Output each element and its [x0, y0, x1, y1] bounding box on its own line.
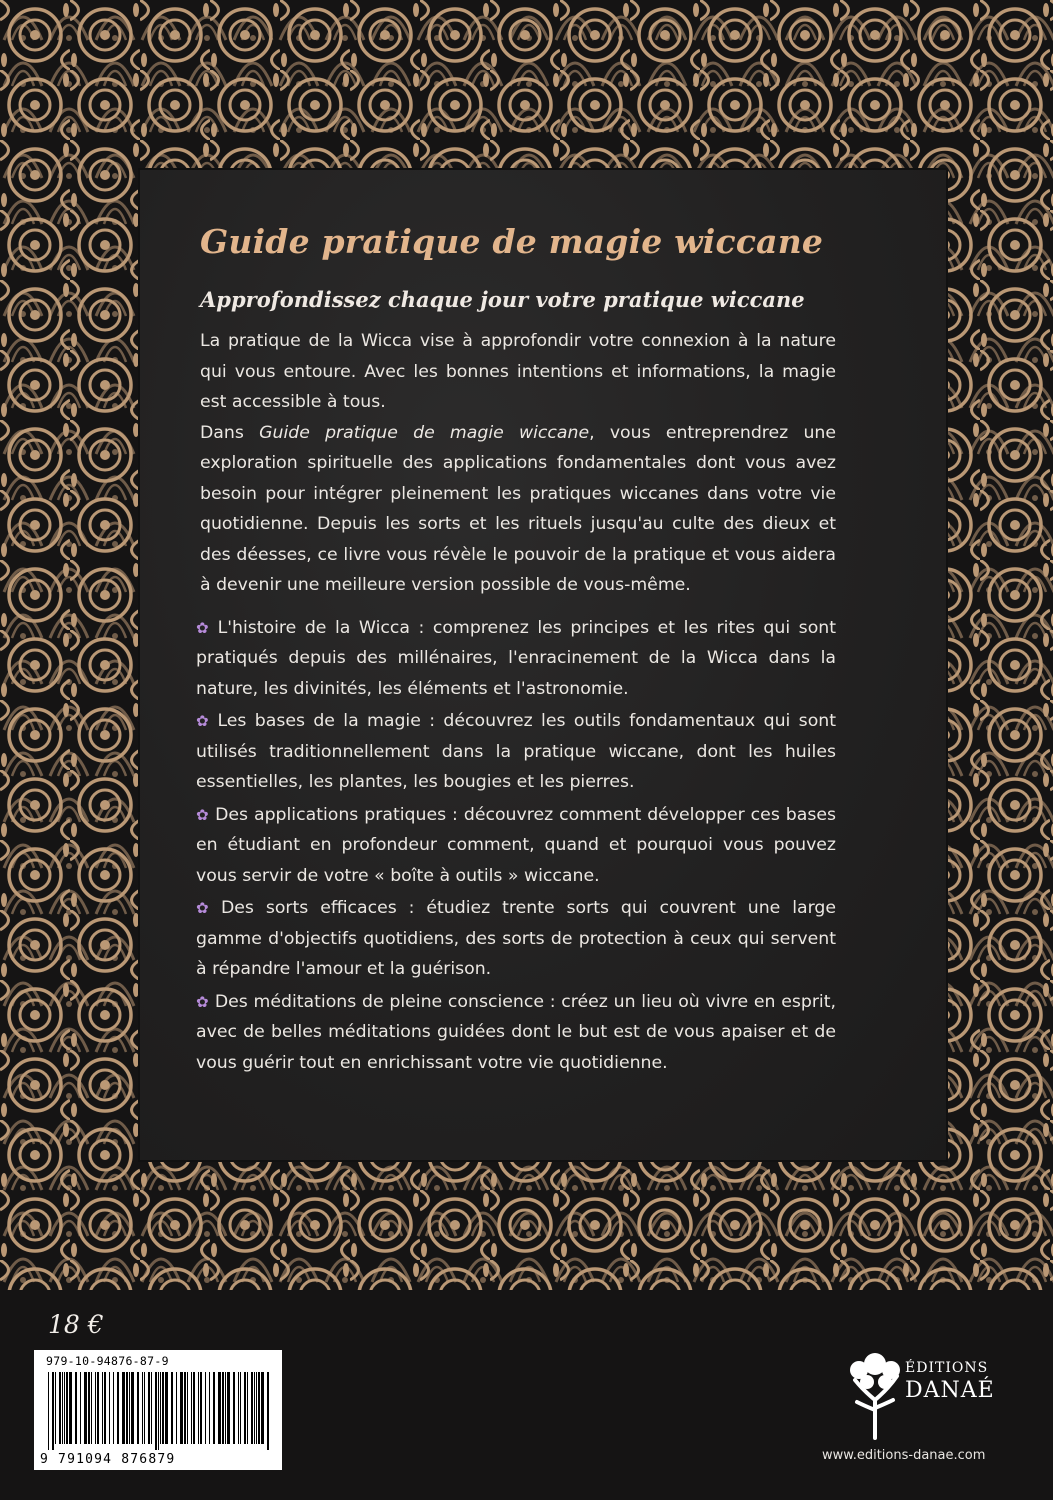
flower-icon: ✿ — [196, 899, 215, 917]
publisher-name — [905, 1360, 995, 1403]
list-item-text: L'histoire de la Wicca : comprenez les principes et les rites qui sont pratiqués depuis des millénaires, l'enracinement de la Wicca dans la nature, les divinités, les éléments et l'astronomie. — [196, 617, 836, 699]
isbn-text: 979-10-94876-87-9 — [46, 1354, 169, 1368]
publisher-website: www.editions-danae.com — [822, 1448, 986, 1463]
intro2-book-title: Guide pratique de magie wiccane — [259, 422, 590, 443]
flower-icon: ✿ — [196, 618, 212, 637]
tree-logo-icon — [845, 1350, 905, 1440]
book-title: Guide pratique de magie wiccane — [200, 222, 824, 261]
intro-paragraph: La pratique de la Wicca vise à approfondir votre connexion à la nature qui vous entoure. Avec les bonnes intentions et informations, la magie est accessible à tous. — [200, 331, 836, 412]
list-item — [196, 987, 836, 1079]
publisher-line2: DANAÉ — [905, 1378, 995, 1403]
intro2-prefix: Dans — [200, 422, 260, 443]
price-label: 18 € — [48, 1310, 104, 1339]
barcode-box — [34, 1350, 282, 1470]
flower-icon: ✿ — [196, 712, 212, 730]
barcode-icon — [48, 1372, 270, 1450]
flower-icon: ✿ — [196, 805, 210, 824]
ean-digits: 9 791094 876879 — [40, 1452, 176, 1467]
list-item-text: Des méditations de pleine conscience : créez un lieu où vivre en esprit, avec de belles méditations guidées dont le but est de vous apaiser et de vous guérir tout en enrichissant votre vie quotidienne. — [196, 991, 836, 1073]
list-item-text: Les bases de la magie : découvrez les outils fondamentaux qui sont utilisés traditionnellement dans la pratique wiccane, dont les huiles essentielles, les plantes, les bougies et les pierres. — [196, 711, 836, 792]
back-cover-content — [196, 222, 836, 1080]
list-item — [196, 613, 836, 705]
list-item-text: Des applications pratiques : découvrez comment développer ces bases en étudiant en profondeur comment, quand et pourquoi vous pouvez vous servir de votre « boîte à outils » wiccane. — [196, 804, 836, 886]
list-item — [196, 800, 836, 892]
list-item-text: Des sorts efficaces : étudiez trente sorts qui couvrent une large gamme d'objectifs quotidiens, des sorts de protection à ceux qui servent à répandre l'amour et la guérison. — [196, 898, 836, 979]
publisher-logo — [845, 1350, 1035, 1440]
list-item — [196, 706, 836, 798]
intro-paragraph-2 — [200, 418, 836, 601]
publisher-line1: ÉDITIONS — [905, 1360, 989, 1376]
book-subtitle: Approfondissez chaque jour votre pratique wiccane — [200, 287, 805, 312]
feature-list — [196, 613, 836, 1079]
list-item — [196, 893, 836, 985]
flower-icon: ✿ — [196, 992, 209, 1011]
intro2-rest: , vous entreprendrez une exploration spirituelle des applications fondamentales dont vous avez besoin pour intégrer pleinement les pratiques wiccanes dans votre vie quotidienne. Depuis les sorts et les rituels jusqu'au culte des dieux et des déesses, ce livre vous révèle le pouvoir de la pratique et vous aidera à devenir une meilleure version possible de vous-même. — [200, 422, 836, 595]
